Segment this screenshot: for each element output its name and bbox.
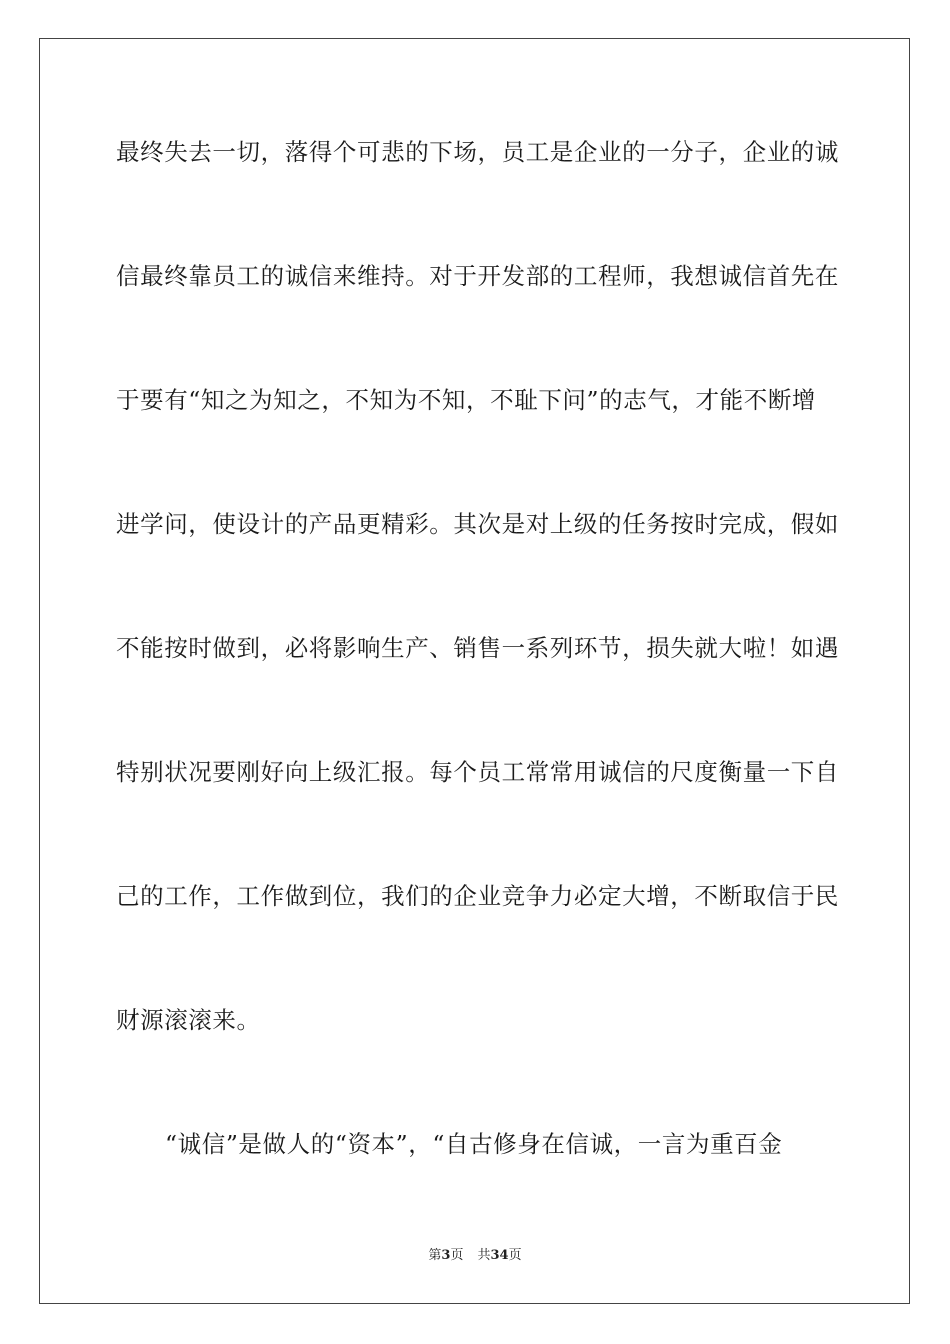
paragraph-line: 最终失去一切，落得个可悲的下场，员工是企业的一分子，企业的诚 <box>116 138 839 166</box>
paragraph-line: “诚信”是做人的“资本”，“自古修身在信诚，一言为重百金 <box>165 1130 783 1158</box>
paragraph-line: 己的工作，工作做到位，我们的企业竞争力必定大增，不断取信于民 <box>116 882 839 910</box>
page-footer <box>0 1247 950 1265</box>
paragraph-line: 进学问，使设计的产品更精彩。其次是对上级的任务按时完成，假如 <box>116 510 839 538</box>
paragraph-line: 不能按时做到，必将影响生产、销售一系列环节，损失就大啦！如遇 <box>116 634 839 662</box>
paragraph-line: 信最终靠员工的诚信来维持。对于开发部的工程师，我想诚信首先在 <box>116 262 839 290</box>
paragraph-line: 于要有“知之为知之，不知为不知，不耻下问”的志气，才能不断增 <box>116 386 817 414</box>
page-border <box>39 38 910 1304</box>
paragraph-line: 财源滚滚来。 <box>116 1006 261 1034</box>
total-suffix: 页 <box>508 1248 522 1263</box>
page-prefix: 第 <box>428 1248 442 1263</box>
paragraph-line: 特别状况要刚好向上级汇报。每个员工常常用诚信的尺度衡量一下自 <box>116 758 839 786</box>
total-pages: 34 <box>490 1248 509 1263</box>
page-number: 3 <box>441 1248 451 1263</box>
total-prefix: 共 <box>477 1248 491 1263</box>
page-suffix: 页 <box>450 1248 464 1263</box>
